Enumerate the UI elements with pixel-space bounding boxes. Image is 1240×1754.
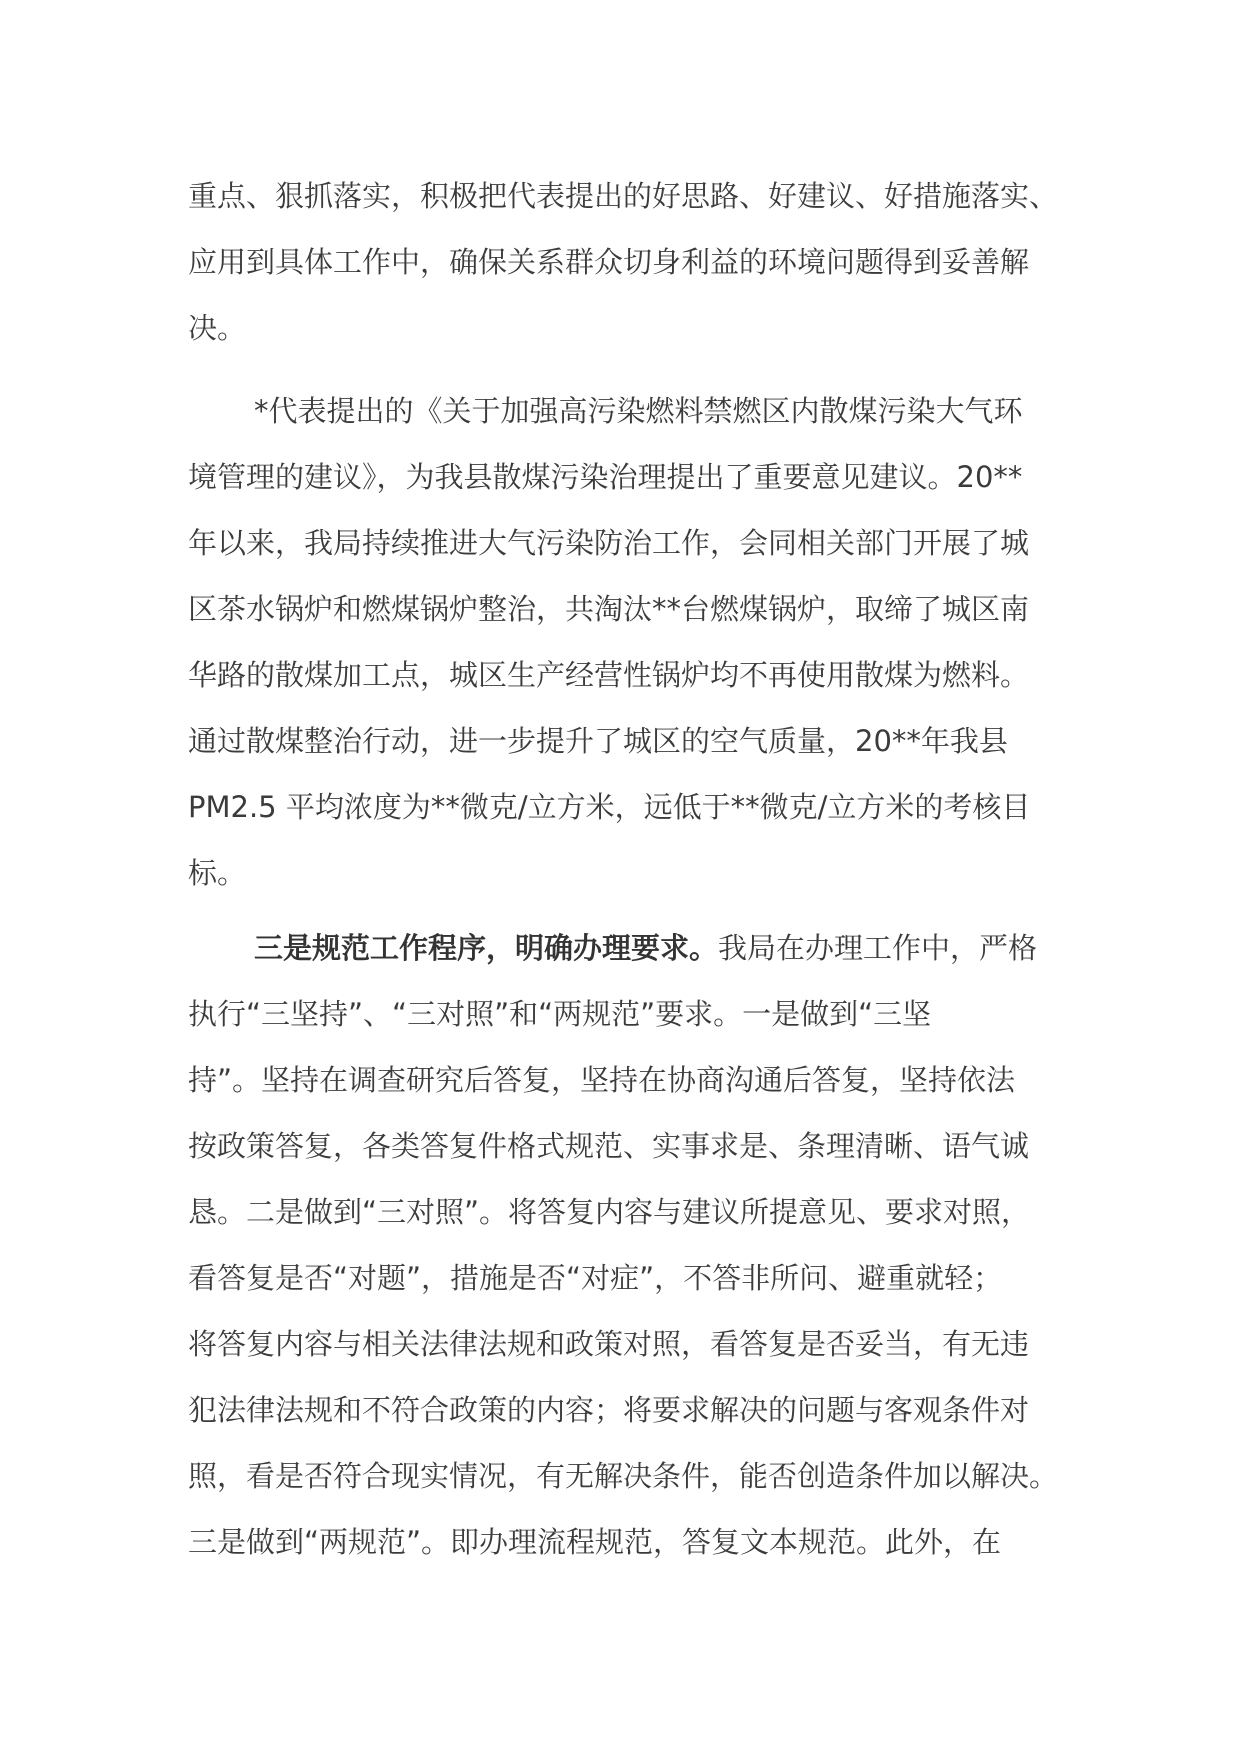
paragraph-2 — [188, 378, 1068, 906]
text-line: 犯法律法规和不符合政策的内容；将要求解决的问题与客观条件对 — [188, 1393, 1030, 1427]
text-line: 年以来，我局持续推进大气污染防治工作，会同相关部门开展了城 — [188, 526, 1030, 560]
text-line: 决。 — [188, 311, 247, 345]
text-line: 标。 — [188, 856, 247, 890]
text-line: 应用到具体工作中，确保关系群众切身利益的环境问题得到妥善解 — [188, 245, 1030, 279]
text-line: 华路的散煤加工点，城区生产经营性锅炉均不再使用散煤为燃料。 — [188, 658, 1030, 692]
text-line: 通过散煤整治行动，进一步提升了城区的空气质量，20**年我县 — [188, 724, 1008, 758]
text-line: 照，看是否符合现实情况，有无解决条件，能否创造条件加以解决。 — [188, 1459, 1059, 1493]
paragraph-1 — [188, 163, 1068, 361]
paragraph-first-line — [188, 915, 1068, 981]
text-line: 境管理的建议》，为我县散煤污染治理提出了重要意见建议。20** — [188, 460, 1023, 494]
paragraph-heading: 三是规范工作程序，明确办理要求。 — [254, 931, 719, 965]
text-line: 区茶水锅炉和燃煤锅炉整治，共淘汰**台燃煤锅炉，取缔了城区南 — [188, 592, 1030, 626]
text-line: 重点、狠抓落实，积极把代表提出的好思路、好建议、好措施落实、 — [188, 179, 1059, 213]
text-line: 三是做到“两规范”。即办理流程规范，答复文本规范。此外，在 — [188, 1525, 1002, 1559]
text-line: 看答复是否“对题”，措施是否“对症”，不答非所问、避重就轻； — [188, 1261, 1003, 1295]
text-line: 执行“三坚持”、“三对照”和“两规范”要求。一是做到“三坚 — [188, 997, 932, 1031]
paragraph-3 — [188, 915, 1068, 1575]
text-line: *代表提出的《关于加强高污染燃料禁燃区内散煤污染大气环 — [254, 394, 1023, 428]
text-line: 恳。二是做到“三对照”。将答复内容与建议所提意见、要求对照， — [188, 1195, 1031, 1229]
text-run: 我局在办理工作中，严格 — [718, 931, 1038, 965]
text-line: 持”。坚持在调查研究后答复，坚持在协商沟通后答复，坚持依法 — [188, 1063, 1016, 1097]
text-line: PM2.5 平均浓度为**微克/立方米，远低于**微克/立方米的考核目 — [188, 790, 1031, 824]
text-line: 将答复内容与相关法律法规和政策对照，看答复是否妥当，有无违 — [188, 1327, 1030, 1361]
text-line: 按政策答复，各类答复件格式规范、实事求是、条理清晰、语气诚 — [188, 1129, 1030, 1163]
